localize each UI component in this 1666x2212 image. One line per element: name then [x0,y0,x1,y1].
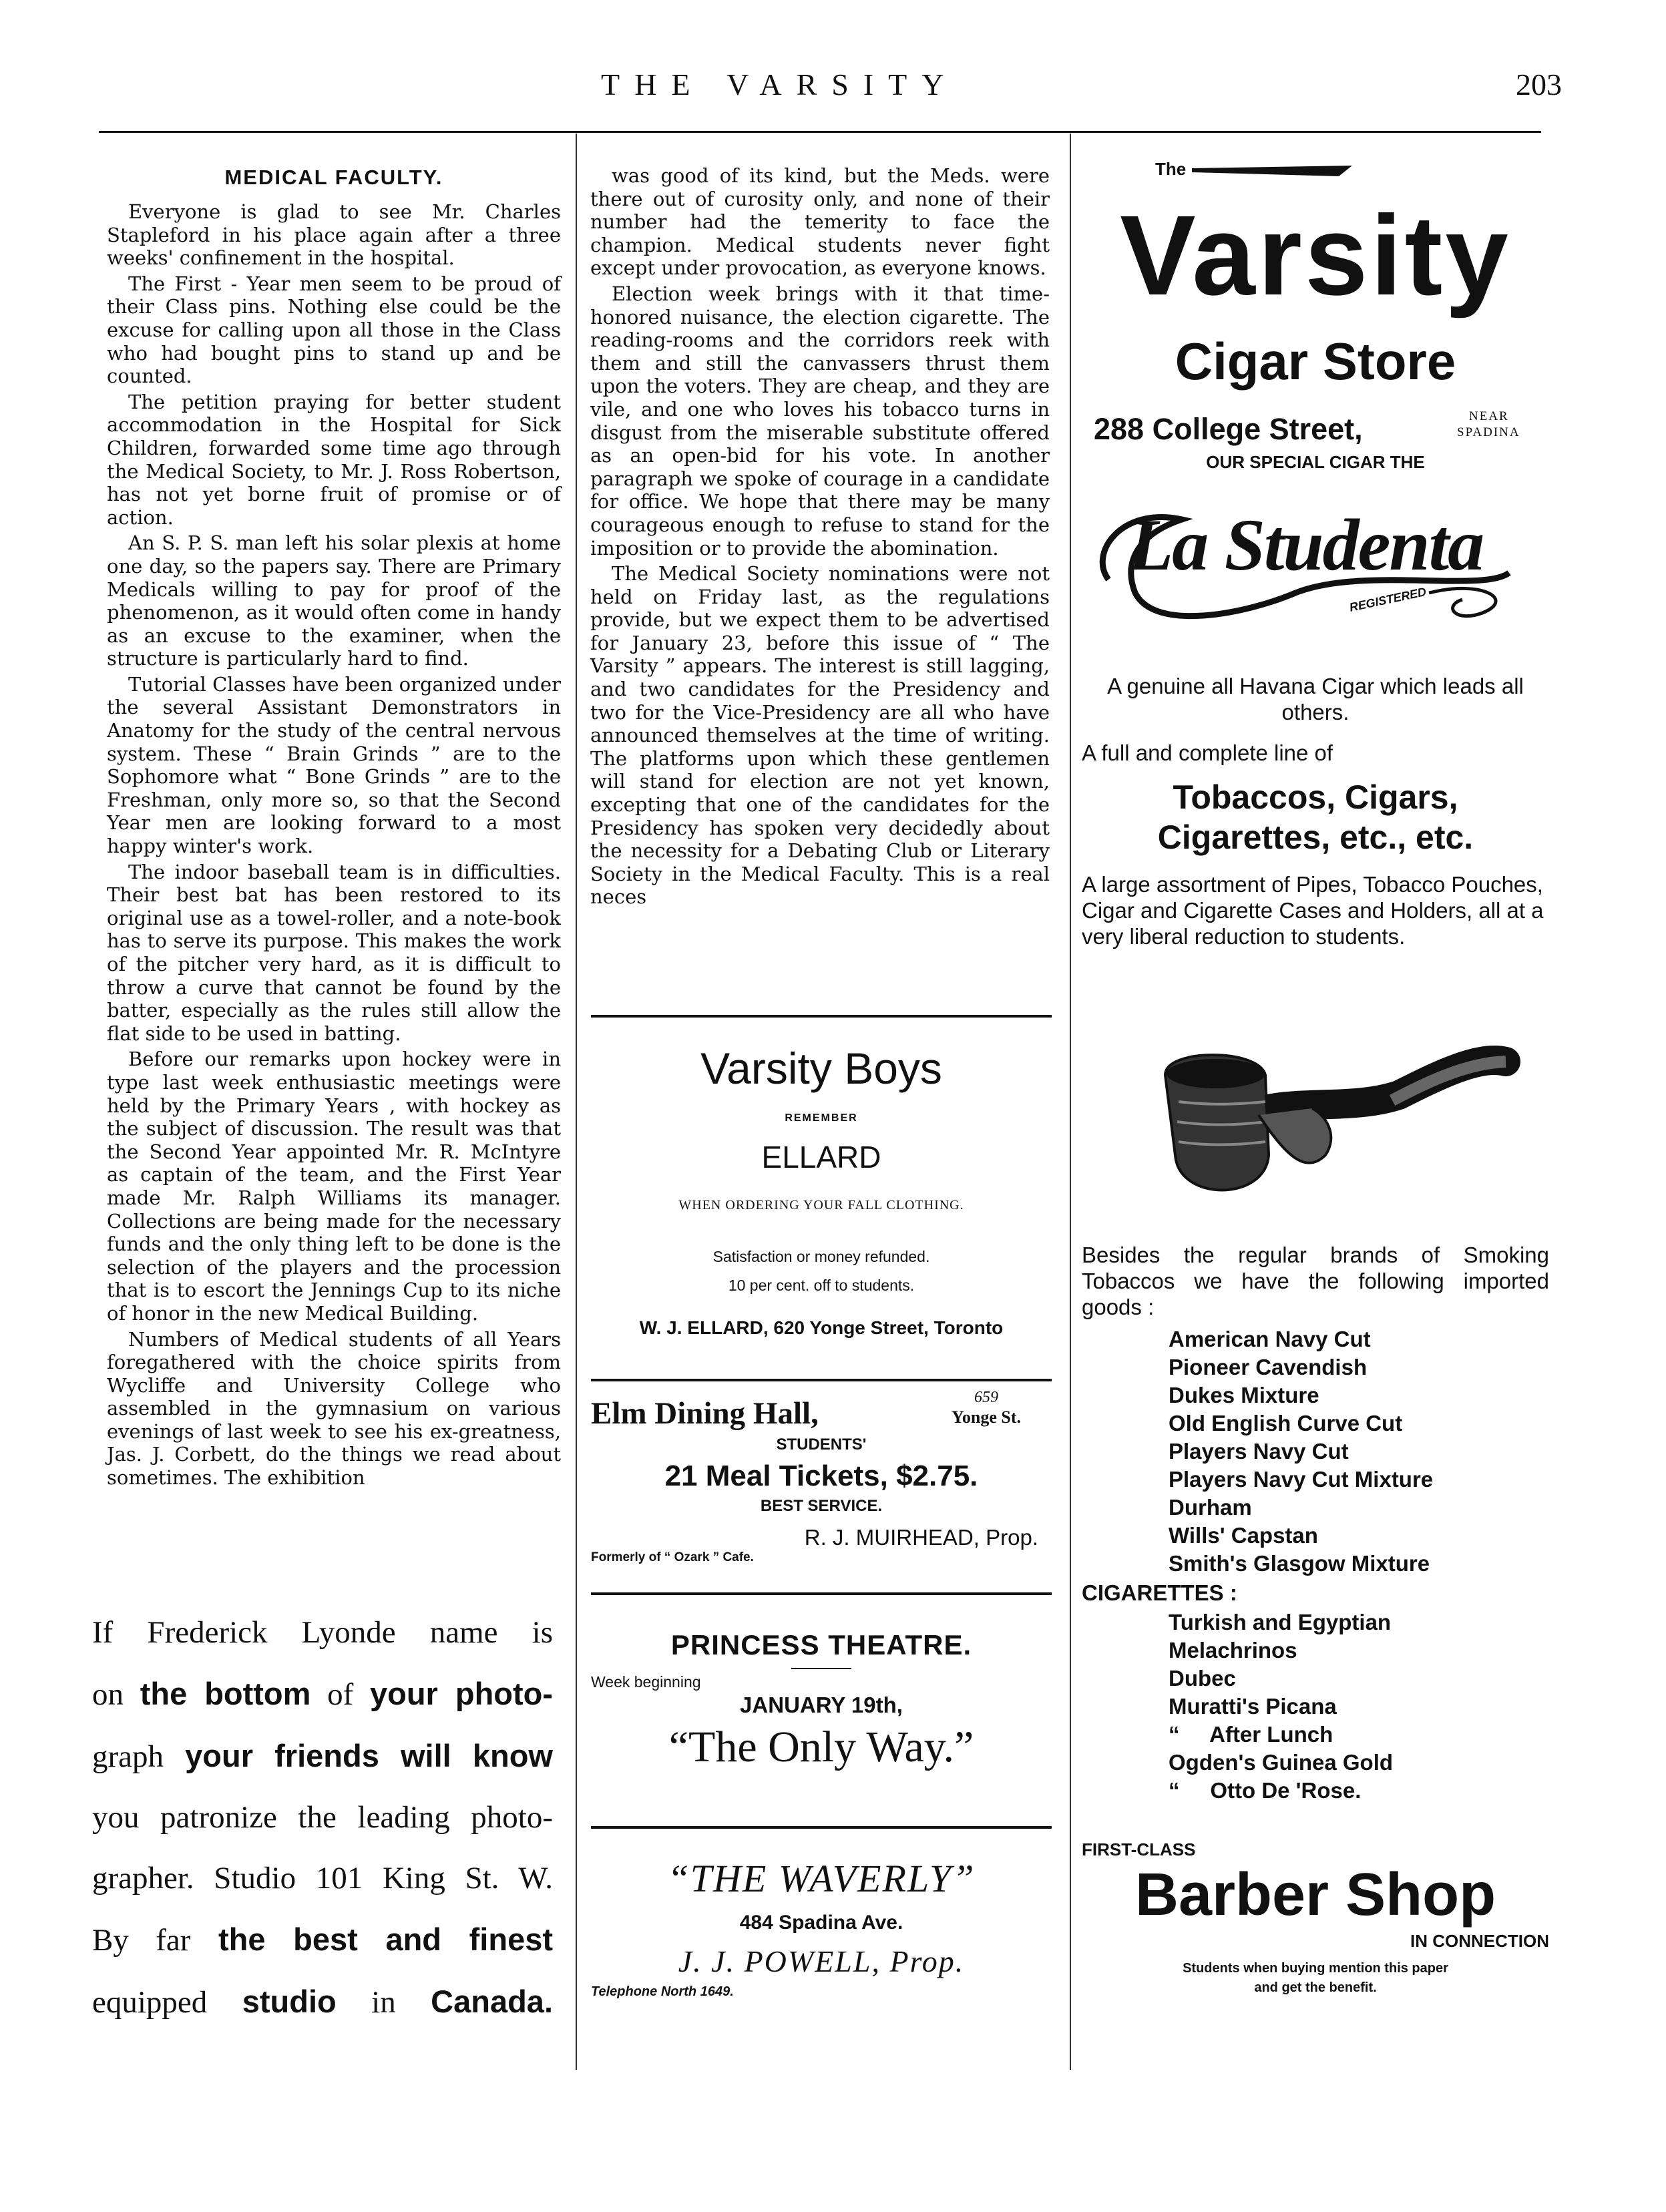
cigarette-brand-item: “ After Lunch [1169,1722,1333,1747]
princess-date: JANUARY 19th, [740,1693,903,1717]
cigar-special: OUR SPECIAL CIGAR THE [1206,452,1425,472]
lyonde-bold-text: your photo- [370,1676,553,1711]
cigar-store-goods [1082,1242,1549,1996]
cigarette-brand-item: Muratti's Picana [1169,1694,1337,1719]
barber-shop: Barber Shop [1134,1861,1496,1928]
ellard-discount: 10 per cent. off to students. [728,1277,915,1294]
article-paragraph: was good of its kind, but the Meds. were there out of curosity only, and none of their number had the temerity to face the champion. Medical students never fight except under provocation, as everyone knows. [590,164,1050,280]
elm-formerly: Formerly of “ Ozark ” Cafe. [591,1550,754,1564]
tobacco-brand-item: Wills' Capstan [1169,1523,1318,1548]
lyonde-bold-text: the bottom [140,1676,311,1711]
waverly-title: “THE WAVERLY” [667,1857,976,1900]
medical-column-1 [107,200,561,1492]
lyonde-text: equipped [92,1985,242,2020]
ellard-address: W. J. ELLARD, 620 Yonge Street, Toronto [639,1317,1004,1338]
article-paragraph: Everyone is glad to see Mr. Charles Stapleford in his place again after a three weeks' confinement in the hospital. [107,200,561,270]
lyonde-advertisement [92,1602,553,2033]
cigarette-brand-item: “ Otto De 'Rose. [1169,1778,1362,1803]
header-rule [99,131,1541,133]
elm-number: 659 [974,1389,998,1406]
tobacco-brand-item: Players Navy Cut [1169,1439,1349,1464]
lyonde-line [92,1848,553,1909]
cigar-tobaccos-line-1: Tobaccos, Cigars, [1173,779,1458,816]
cigar-besides: Besides the regular brands of Smoking Tobaccos we have the following imported goods : [1082,1243,1549,1319]
princess-theatre-advertisement [591,1629,1052,1773]
cigar-assortment: A large assortment of Pipes, Tobacco Pouches, Cigar and Cigarette Cases and Holders, all at a very liberal reduction to students. [1082,872,1544,949]
elm-street: Yonge St. [952,1407,1022,1427]
cigar-store-advertisement [1082,152,1549,949]
lyonde-text: you patronize the leading photo- [92,1800,553,1835]
cigar-near: NEAR [1469,409,1509,423]
waverly-advertisement [591,1856,1052,2000]
ellard-title: Varsity Boys [700,1044,942,1093]
lyonde-text: on [92,1677,140,1712]
lyonde-line [92,1725,553,1787]
registered-mark: REGISTERED [1348,585,1428,614]
pipe-illustration [1159,1022,1546,1222]
ellard-name: ELLARD [761,1140,881,1174]
cigarettes-list [1169,1608,1549,1805]
tobacco-brand-item: Old English Curve Cut [1169,1411,1403,1435]
article-paragraph: The petition praying for better student accommodation in the Hospital for Sick Children, forwarded some time ago through the Medical Society, to Mr. J. Ross Robertson, has not yet borne fruit of promise or of action. [107,390,561,529]
ad-rule [591,1379,1052,1381]
ellard-when: WHEN ORDERING YOUR FALL CLOTHING. [678,1198,964,1212]
masthead-title: THE VARSITY [601,67,959,101]
column-divider-right [1070,134,1071,2070]
cigar-address: 288 College Street, [1094,412,1363,446]
elm-proprietor: R. J. MUIRHEAD, Prop. [804,1525,1038,1550]
article-paragraph: Tutorial Classes have been organized under the several Assistant Demonstrators in Anatomy for the study of the central nervous system. These “ Brain Grinds ” are to the Sophomore what “ Bone Grinds ” are to the Freshman, only more so, so that the Second Year men are looking forward to a most happy winter's work. [107,672,561,858]
ad-rule [591,1015,1052,1018]
article-paragraph: The First - Year men seem to be proud of their Class pins. Nothing else could be the excuse for calling upon all those in the Class who had bought pins to stand up and be counted. [107,272,561,388]
lyonde-text: graph [92,1739,164,1774]
waverly-phone: Telephone North 1649. [591,1984,734,1999]
lyonde-text: By far [92,1923,191,1958]
students-note-line-2: and get the benefit. [1254,1980,1377,1995]
lyonde-bold-text: your friends will know [164,1738,553,1773]
lyonde-line [92,1787,553,1848]
princess-title-underline [791,1668,851,1669]
tobacco-brand-item: Durham [1169,1495,1252,1520]
ad-rule [591,1826,1052,1829]
elm-tickets: 21 Meal Tickets, $2.75. [664,1460,978,1492]
cigarettes-heading: CIGARETTES : [1082,1580,1237,1605]
lyonde-line [92,1663,553,1725]
ellard-satisfaction: Satisfaction or money refunded. [712,1248,930,1265]
waverly-proprietor: J. J. POWELL, Prop. [678,1944,965,1978]
article-paragraph: The indoor baseball team is in difficulties. Their best bat has been restored to its original use as a towel-roller, and a note-book has to serve its purpose. This makes the work of the pitcher very hard, as it is difficult to throw a curve that cannot be found by the batter, especially as the rules still allow the flat side to be used in batting. [107,860,561,1045]
cigar-store-name: Cigar Store [1175,332,1456,391]
cigar-full-line: A full and complete line of [1082,740,1333,765]
page-number: 203 [1516,67,1562,101]
princess-week: Week beginning [591,1673,701,1691]
lyonde-text: If Frederick Lyonde name is [92,1615,553,1650]
la-studenta-logo [1082,479,1549,646]
ellard-remember: REMEMBER [785,1112,858,1124]
elm-dining-advertisement [591,1389,1052,1565]
article-paragraph: Numbers of Medical students of all Years foregathered with the choice spirits from Wycliffe and University College who assembled in the gymnasium on various evenings of last week to see his ex-greatness, Jas. J. Corbett, do the things we read about sometimes. The exhibition [107,1327,561,1490]
medical-column-2 [590,164,1050,911]
cigarette-brand-item: Dubec [1169,1666,1236,1691]
article-paragraph: An S. P. S. man left his solar plexis at home one day, so the papers say. There are Primary Medicals willing to pay for proof of the phenomenon, as it would often come in handy as an excuse to the examiner, when the structure is particularly hard to find. [107,531,561,670]
cigar-the: The [1155,159,1187,179]
lyonde-line [92,1909,553,1971]
article-paragraph: Before our remarks upon hockey were in type last week enthusiastic meetings were held by the Primary Years , with hockey as the subject of discussion. The result was that the Second Year appointed Mr. R. McIntyre as captain of the team, and the First Year made Mr. Ralph Williams its manager. Collections are being made for the necessary funds and the only thing left to be done is the selection of the players and the procession that is to escort the Jennings Cup to its niche of honor in the new Medical Building. [107,1048,561,1325]
cigar-varsity: Varsity [1120,192,1511,319]
cigar-spadina: SPADINA [1457,425,1520,439]
column-divider-left [576,134,577,2070]
lyonde-bold-text: studio [242,1984,337,2019]
article-paragraph: The Medical Society nominations were not held on Friday last, as the regulations provide, but we expect them to be advertised for January 23, before this issue of “ The Varsity ” appears. The interest is still lagging, and two candidates for the Presidency and two for the Vice-Presidency are all who have announced themselves at the time of writing. The platforms upon which these gentlemen will stand for election are not yet known, excepting that one of the candidates for the Presidency has spoken very decidedly about the necessity for a Debating Club or Literary Society in the Medical Faculty. This is a real neces [590,562,1050,909]
tobacco-brand-item: Pioneer Cavendish [1169,1355,1368,1379]
tobacco-brand-item: Players Navy Cut Mixture [1169,1467,1434,1492]
la-studenta-script: La Studenta [1128,504,1484,586]
cigar-heading-swash [1192,162,1356,182]
lyonde-text: in [336,1985,431,2020]
lyonde-text: grapher. Studio 101 King St. W. [92,1861,553,1896]
lyonde-text: of [310,1677,370,1712]
cigarette-brand-item: Turkish and Egyptian [1169,1610,1392,1634]
elm-service: BEST SERVICE. [760,1497,883,1515]
princess-title: PRINCESS THEATRE. [670,1629,972,1661]
tobacco-brand-item: Smith's Glasgow Mixture [1169,1551,1430,1576]
waverly-address: 484 Spadina Ave. [739,1912,903,1934]
cigar-genuine: A genuine all Havana Cigar which leads all others. [1107,674,1524,724]
section-heading: MEDICAL FACULTY. [224,166,443,189]
lyonde-line [92,1602,553,1663]
article-paragraph: Election week brings with it that time-honored nuisance, the election cigarette. The reading-rooms and the corridors reek with them and still the canvassers thrust them upon the voters. They are cheap, and they are vile, and one who loves his tobacco turns in disgust from the miserable substitute offered as an open-bid for his vote. In another paragraph we spoke of courage in a candidate for office. We hope that there may be many courageous enough to refuse to stand for the imposition or to provide the abomination. [590,282,1050,560]
lyonde-bold-text: Canada. [431,1984,554,2019]
lyonde-bold-text: the best and finest [190,1922,554,1957]
cigarette-brand-item: Melachrinos [1169,1638,1297,1663]
lyonde-line [92,1971,553,2033]
tobacco-brand-item: Dukes Mixture [1169,1383,1319,1407]
elm-name: Elm Dining Hall, [591,1396,819,1431]
imported-goods-list [1169,1325,1549,1578]
tobacco-brand-item: American Navy Cut [1169,1327,1371,1351]
cigarette-brand-item: Ogden's Guinea Gold [1169,1750,1394,1775]
princess-show: “The Only Way.” [668,1723,974,1771]
ad-rule [591,1592,1052,1595]
barber-connection: IN CONNECTION [1410,1931,1549,1951]
ellard-advertisement [591,1028,1052,1339]
elm-students: STUDENTS' [776,1435,867,1454]
barber-first-class: FIRST-CLASS [1082,1839,1196,1859]
cigar-tobaccos-line-2: Cigarettes, etc., etc. [1157,819,1474,856]
students-note-line-1: Students when buying mention this paper [1183,1961,1448,1976]
